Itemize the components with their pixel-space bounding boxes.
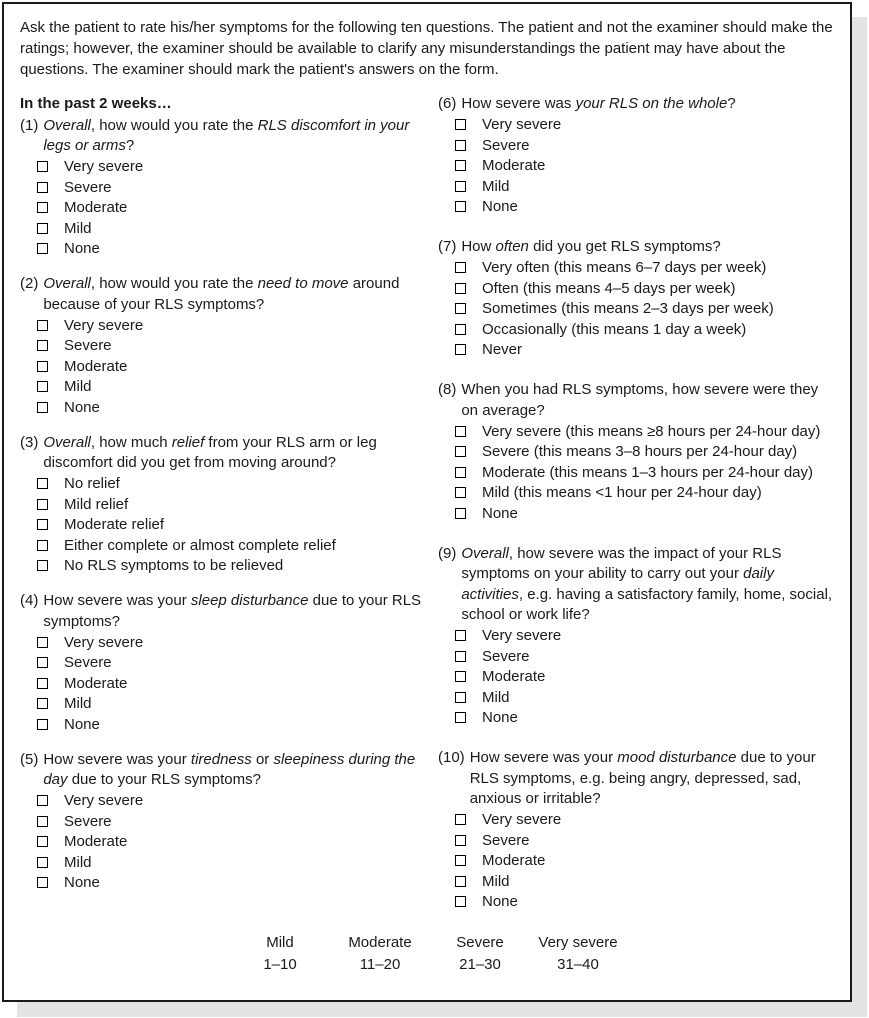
- option-row: [37, 791, 438, 812]
- option-label: Moderate (this means 1–3 hours per 24-hour day): [482, 463, 814, 481]
- question-prompt: [438, 748, 836, 810]
- question-block-8: [438, 380, 836, 524]
- question-block-4: [20, 591, 438, 735]
- option-row: [455, 340, 836, 361]
- option-row: [37, 714, 438, 735]
- question-prompt: [438, 237, 836, 258]
- checkbox[interactable]: [37, 478, 48, 489]
- option-row: [455, 830, 836, 851]
- option-row: [455, 503, 836, 524]
- checkbox[interactable]: [455, 426, 466, 437]
- option-label: Very severe: [64, 792, 144, 810]
- option-row: [455, 421, 836, 442]
- options-list: [455, 421, 836, 524]
- option-row: [455, 687, 836, 708]
- checkbox[interactable]: [455, 160, 466, 171]
- option-row: [37, 315, 438, 336]
- options-list: [455, 258, 836, 361]
- question-number: (4): [20, 592, 39, 609]
- option-label: Sometimes (this means 2–3 days per week): [482, 300, 774, 318]
- option-label: Severe: [482, 647, 530, 665]
- option-row: [455, 156, 836, 177]
- checkbox[interactable]: [455, 671, 466, 682]
- checkbox[interactable]: [37, 719, 48, 730]
- checkbox[interactable]: [37, 202, 48, 213]
- score-cell-mild: [230, 932, 330, 976]
- option-label: Very often (this means 6–7 days per week): [482, 259, 767, 277]
- option-label: None: [64, 715, 100, 733]
- score-label: Severe: [456, 934, 504, 951]
- question-block-10: [438, 748, 836, 912]
- option-row: [37, 356, 438, 377]
- option-label: Severe: [482, 831, 530, 849]
- option-row: [455, 462, 836, 483]
- option-label: Mild: [64, 219, 92, 237]
- question-prompt: [20, 433, 438, 474]
- option-label: None: [482, 504, 518, 522]
- question-text: How severe was your mood disturbance due to your RLS symptoms, e.g. being angry, depressed, sad, anxious or irritable?: [469, 749, 816, 807]
- left-column: [20, 94, 438, 932]
- options-list: [37, 632, 438, 735]
- checkbox[interactable]: [37, 243, 48, 254]
- question-block-6: [438, 94, 836, 217]
- option-row: [37, 218, 438, 239]
- option-row: [37, 515, 438, 536]
- option-label: Mild: [482, 177, 510, 195]
- option-label: Never: [482, 341, 523, 359]
- question-prompt: [438, 94, 836, 115]
- checkbox[interactable]: [37, 698, 48, 709]
- option-row: [455, 708, 836, 729]
- checkbox[interactable]: [37, 816, 48, 827]
- checkbox[interactable]: [455, 446, 466, 457]
- option-label: None: [482, 709, 518, 727]
- question-text: Overall, how would you rate the RLS discomfort in your legs or arms?: [43, 116, 410, 154]
- option-label: No relief: [64, 475, 120, 493]
- options-list: [37, 791, 438, 894]
- score-range: 1–10: [263, 956, 297, 973]
- checkbox[interactable]: [455, 630, 466, 641]
- question-text: How often did you get RLS symptoms?: [461, 238, 721, 255]
- option-label: Very severe: [482, 116, 562, 134]
- score-label: Moderate: [348, 934, 412, 951]
- score-range: 11–20: [359, 956, 401, 973]
- question-text: Overall, how would you rate the need to move around because of your RLS symptoms?: [43, 275, 400, 313]
- option-label: Either complete or almost complete relief: [64, 536, 336, 554]
- options-list: [37, 474, 438, 577]
- question-prompt: [20, 116, 438, 157]
- right-column: [438, 94, 836, 932]
- option-row: [455, 319, 836, 340]
- question-block-3: [20, 433, 438, 577]
- right-column-questions: [438, 94, 836, 912]
- checkbox[interactable]: [37, 320, 48, 331]
- checkbox[interactable]: [37, 877, 48, 888]
- option-label: Occasionally (this means 1 day a week): [482, 320, 747, 338]
- question-number: (7): [438, 238, 457, 255]
- option-label: None: [482, 198, 518, 216]
- question-prompt: [20, 591, 438, 632]
- examiner-instructions: Ask the patient to rate his/her symptoms for the following ten questions. The patient and not the examiner should make the ratings; however, the examiner should be available to clarify any misunderstandings the patient may have about the questions. The examiner should mark the patient's answers on the form.: [20, 19, 833, 78]
- option-label: Moderate: [482, 852, 546, 870]
- checkbox[interactable]: [37, 340, 48, 351]
- option-label: Moderate relief: [64, 516, 165, 534]
- option-label: Severe: [64, 178, 112, 196]
- option-row: [455, 667, 836, 688]
- checkbox[interactable]: [455, 119, 466, 130]
- option-row: [37, 198, 438, 219]
- option-label: Mild: [64, 695, 92, 713]
- option-label: No RLS symptoms to be relieved: [64, 557, 284, 575]
- option-row: [37, 377, 438, 398]
- option-row: [455, 197, 836, 218]
- option-row: [37, 474, 438, 495]
- option-label: Very severe: [64, 316, 144, 334]
- option-row: [37, 873, 438, 894]
- question-text: Overall, how much relief from your RLS arm or leg discomfort did you get from moving around?: [43, 433, 377, 471]
- option-label: Often (this means 4–5 days per week): [482, 279, 736, 297]
- question-number: (8): [438, 381, 457, 398]
- option-label: Moderate: [64, 674, 128, 692]
- option-label: Severe (this means 3–8 hours per 24-hour day): [482, 443, 798, 461]
- question-number: (3): [20, 433, 39, 451]
- checkbox[interactable]: [37, 402, 48, 413]
- option-label: Mild relief: [64, 495, 129, 513]
- option-label: Mild (this means <1 hour per 24-hour day): [482, 484, 762, 502]
- checkbox[interactable]: [455, 262, 466, 273]
- option-label: Very severe (this means ≥8 hours per 24-hour day): [482, 422, 821, 440]
- checkbox[interactable]: [455, 303, 466, 314]
- option-label: None: [64, 398, 100, 416]
- option-row: [455, 626, 836, 647]
- options-list: [37, 315, 438, 418]
- option-label: Severe: [482, 136, 530, 154]
- option-label: Moderate: [64, 199, 128, 217]
- option-row: [455, 442, 836, 463]
- option-label: Mild: [482, 872, 510, 890]
- checkbox[interactable]: [455, 896, 466, 907]
- score-range: 31–40: [557, 956, 599, 973]
- option-label: Severe: [64, 812, 112, 830]
- option-label: Moderate: [64, 833, 128, 851]
- question-block-5: [20, 750, 438, 894]
- score-cell-very-severe: [530, 932, 626, 976]
- option-row: [37, 811, 438, 832]
- checkbox[interactable]: [455, 344, 466, 355]
- checkbox[interactable]: [455, 855, 466, 866]
- option-label: Moderate: [482, 668, 546, 686]
- option-label: None: [482, 893, 518, 911]
- option-row: [37, 494, 438, 515]
- option-row: [37, 832, 438, 853]
- option-row: [37, 852, 438, 873]
- question-text: When you had RLS symptoms, how severe were they on average?: [461, 381, 819, 419]
- options-list: [37, 157, 438, 260]
- option-row: [37, 632, 438, 653]
- checkbox[interactable]: [37, 519, 48, 530]
- question-number: (6): [438, 95, 457, 112]
- option-row: [37, 177, 438, 198]
- options-list: [455, 810, 836, 913]
- question-text: How severe was your sleep disturbance due to your RLS symptoms?: [43, 592, 422, 630]
- checkbox[interactable]: [37, 795, 48, 806]
- checkbox[interactable]: [37, 560, 48, 571]
- checkbox[interactable]: [37, 657, 48, 668]
- question-block-1: [20, 116, 438, 260]
- checkbox[interactable]: [37, 857, 48, 868]
- question-text: How severe was your tiredness or sleepiness during the day due to your RLS symptoms?: [43, 750, 416, 788]
- question-prompt: [438, 544, 836, 626]
- option-row: [37, 397, 438, 418]
- option-row: [37, 694, 438, 715]
- checkbox[interactable]: [455, 181, 466, 192]
- checkbox[interactable]: [455, 651, 466, 662]
- option-label: Very severe: [64, 158, 144, 176]
- option-row: [455, 299, 836, 320]
- checkbox[interactable]: [37, 499, 48, 510]
- score-label: Mild: [266, 934, 294, 951]
- question-number: (2): [20, 275, 39, 292]
- checkbox[interactable]: [37, 678, 48, 689]
- option-row: [455, 871, 836, 892]
- option-row: [455, 135, 836, 156]
- option-row: [37, 653, 438, 674]
- left-column-questions: [20, 116, 438, 894]
- checkbox[interactable]: [37, 361, 48, 372]
- checkbox[interactable]: [455, 692, 466, 703]
- option-label: Very severe: [482, 627, 562, 645]
- option-row: [455, 278, 836, 299]
- score-range: 21–30: [459, 956, 501, 973]
- question-text: Overall, how severe was the impact of your RLS symptoms on your ability to carry out your daily activities, e.g. having a satisfactory family, home, social, school or work life?: [461, 544, 833, 623]
- question-columns: [20, 94, 834, 932]
- option-row: [37, 157, 438, 178]
- checkbox[interactable]: [37, 637, 48, 648]
- option-row: [455, 258, 836, 279]
- checkbox[interactable]: [455, 487, 466, 498]
- checkbox[interactable]: [455, 467, 466, 478]
- question-number: (9): [438, 544, 457, 562]
- question-number: (1): [20, 116, 39, 134]
- question-number: (10): [438, 749, 465, 766]
- option-row: [455, 176, 836, 197]
- option-row: [37, 239, 438, 260]
- score-label: Very severe: [538, 934, 618, 951]
- checkbox[interactable]: [455, 876, 466, 887]
- option-label: None: [64, 874, 100, 892]
- option-label: Severe: [64, 654, 112, 672]
- checkbox[interactable]: [37, 182, 48, 193]
- option-row: [455, 892, 836, 913]
- option-row: [37, 556, 438, 577]
- checkbox[interactable]: [455, 324, 466, 335]
- option-label: None: [64, 240, 100, 258]
- question-text: How severe was your RLS on the whole?: [461, 95, 736, 112]
- question-block-9: [438, 544, 836, 729]
- option-row: [455, 646, 836, 667]
- option-label: Moderate: [64, 357, 128, 375]
- options-list: [455, 626, 836, 729]
- question-number: (5): [20, 750, 39, 768]
- checkbox[interactable]: [37, 223, 48, 234]
- checkbox[interactable]: [455, 283, 466, 294]
- option-label: Very severe: [482, 811, 562, 829]
- question-prompt: [438, 380, 836, 421]
- checkbox[interactable]: [37, 381, 48, 392]
- form-page: [2, 2, 852, 1002]
- severity-score-scale: [230, 932, 626, 976]
- option-row: [455, 115, 836, 136]
- question-prompt: [20, 750, 438, 791]
- option-label: Mild: [482, 688, 510, 706]
- question-block-2: [20, 274, 438, 418]
- checkbox[interactable]: [37, 540, 48, 551]
- options-list: [455, 115, 836, 218]
- option-row: [37, 535, 438, 556]
- checkbox[interactable]: [37, 836, 48, 847]
- option-row: [455, 483, 836, 504]
- checkbox[interactable]: [455, 140, 466, 151]
- option-row: [37, 336, 438, 357]
- question-prompt: [20, 274, 438, 315]
- checkbox[interactable]: [455, 835, 466, 846]
- question-block-7: [438, 237, 836, 360]
- checkbox[interactable]: [455, 201, 466, 212]
- score-cell-severe: [430, 932, 530, 976]
- checkbox[interactable]: [37, 161, 48, 172]
- checkbox[interactable]: [455, 814, 466, 825]
- option-label: Severe: [64, 337, 112, 355]
- option-row: [37, 673, 438, 694]
- option-label: Very severe: [64, 633, 144, 651]
- checkbox[interactable]: [455, 508, 466, 519]
- section-header: In the past 2 weeks…: [20, 95, 172, 112]
- option-row: [455, 851, 836, 872]
- checkbox[interactable]: [455, 712, 466, 723]
- score-cell-moderate: [330, 932, 430, 976]
- option-label: Mild: [64, 853, 92, 871]
- option-row: [455, 810, 836, 831]
- option-label: Moderate: [482, 157, 546, 175]
- option-label: Mild: [64, 378, 92, 396]
